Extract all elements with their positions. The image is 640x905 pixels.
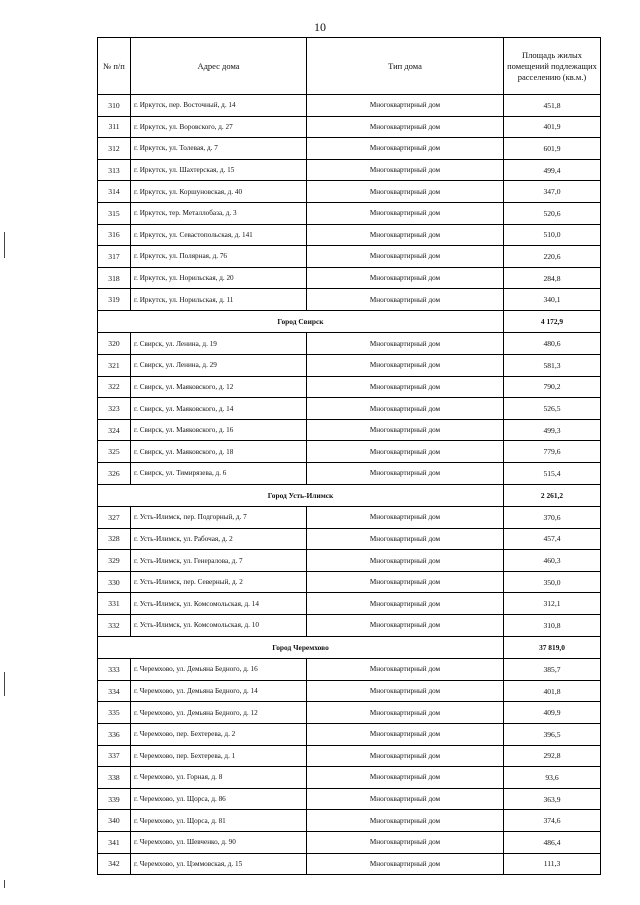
row-type: Многоквартирный дом [307, 680, 504, 702]
row-number: 339 [98, 788, 131, 810]
row-address: г. Иркутск, тер. Металлобаза, д. 3 [131, 202, 307, 224]
margin-mark-top [4, 232, 5, 258]
row-address: г. Черемхово, ул. Демьяна Бедного, д. 12 [131, 702, 307, 724]
row-address: г. Иркутск, ул. Норильская, д. 20 [131, 267, 307, 289]
table-row [98, 810, 601, 832]
table-row [98, 333, 601, 355]
row-type: Многоквартирный дом [307, 463, 504, 485]
row-address: г. Черемхово, ул. Горная, д. 8 [131, 767, 307, 789]
row-number: 311 [98, 116, 131, 138]
header-num: № п/п [98, 38, 131, 95]
row-type: Многоквартирный дом [307, 593, 504, 615]
row-number: 310 [98, 95, 131, 117]
header-area: Площадь жилых помещений подлежащих расселению (кв.м.) [504, 38, 601, 95]
row-type: Многоквартирный дом [307, 853, 504, 875]
group-name: Город Черемхово [98, 636, 504, 659]
row-number: 320 [98, 333, 131, 355]
row-type: Многоквартирный дом [307, 202, 504, 224]
row-address: г. Иркутск, ул. Полярная, д. 76 [131, 246, 307, 268]
row-number: 328 [98, 528, 131, 550]
table-row [98, 615, 601, 637]
row-address: г. Свирск, ул. Маяковского, д. 16 [131, 419, 307, 441]
row-type: Многоквартирный дом [307, 224, 504, 246]
row-area: 499,3 [504, 419, 601, 441]
row-type: Многоквартирный дом [307, 398, 504, 420]
row-type: Многоквартирный дом [307, 702, 504, 724]
header-type: Тип дома [307, 38, 504, 95]
row-area: 401,9 [504, 116, 601, 138]
table-row [98, 528, 601, 550]
row-area: 790,2 [504, 376, 601, 398]
row-type: Многоквартирный дом [307, 767, 504, 789]
row-address: г. Свирск, ул. Тимирязева, д. 6 [131, 463, 307, 485]
row-address: г. Иркутск, пер. Восточный, д. 14 [131, 95, 307, 117]
row-number: 323 [98, 398, 131, 420]
row-type: Многоквартирный дом [307, 267, 504, 289]
group-total: 4 172,9 [504, 310, 601, 333]
table-row [98, 376, 601, 398]
table-row [98, 767, 601, 789]
row-type: Многоквартирный дом [307, 289, 504, 311]
row-type: Многоквартирный дом [307, 528, 504, 550]
row-type: Многоквартирный дом [307, 138, 504, 160]
housing-table [97, 37, 601, 875]
group-row [98, 484, 601, 507]
table-row [98, 355, 601, 377]
row-area: 480,6 [504, 333, 601, 355]
row-type: Многоквартирный дом [307, 810, 504, 832]
row-area: 370,6 [504, 507, 601, 529]
row-area: 510,0 [504, 224, 601, 246]
row-address: г. Свирск, ул. Маяковского, д. 14 [131, 398, 307, 420]
group-name: Город Усть-Илимск [98, 484, 504, 507]
row-address: г. Черемхово, ул. Демьяна Бедного, д. 14 [131, 680, 307, 702]
row-number: 326 [98, 463, 131, 485]
row-type: Многоквартирный дом [307, 745, 504, 767]
row-area: 457,4 [504, 528, 601, 550]
row-type: Многоквартирный дом [307, 615, 504, 637]
row-number: 317 [98, 246, 131, 268]
row-address: г. Черемхово, ул. Демьяна Бедного, д. 16 [131, 659, 307, 681]
row-type: Многоквартирный дом [307, 659, 504, 681]
header-address: Адрес дома [131, 38, 307, 95]
table-row [98, 419, 601, 441]
row-address: г. Свирск, ул. Маяковского, д. 18 [131, 441, 307, 463]
row-number: 336 [98, 723, 131, 745]
table-row [98, 398, 601, 420]
row-area: 451,8 [504, 95, 601, 117]
row-area: 312,1 [504, 593, 601, 615]
row-address: г. Черемхово, пер. Бехтерева, д. 2 [131, 723, 307, 745]
row-number: 322 [98, 376, 131, 398]
row-area: 374,6 [504, 810, 601, 832]
row-number: 315 [98, 202, 131, 224]
row-number: 318 [98, 267, 131, 289]
row-area: 220,6 [504, 246, 601, 268]
group-name: Город Свирск [98, 310, 504, 333]
row-area: 111,3 [504, 853, 601, 875]
table-row [98, 659, 601, 681]
row-area: 292,8 [504, 745, 601, 767]
row-number: 340 [98, 810, 131, 832]
table-row [98, 224, 601, 246]
group-row [98, 636, 601, 659]
row-address: г. Иркутск, ул. Воровского, д. 27 [131, 116, 307, 138]
row-type: Многоквартирный дом [307, 571, 504, 593]
row-area: 409,9 [504, 702, 601, 724]
group-total: 2 261,2 [504, 484, 601, 507]
row-type: Многоквартирный дом [307, 246, 504, 268]
row-type: Многоквартирный дом [307, 376, 504, 398]
row-number: 331 [98, 593, 131, 615]
row-type: Многоквартирный дом [307, 159, 504, 181]
row-area: 401,8 [504, 680, 601, 702]
row-address: г. Иркутск, ул. Коршуновская, д. 40 [131, 181, 307, 203]
table-row [98, 267, 601, 289]
row-number: 329 [98, 550, 131, 572]
table-row [98, 246, 601, 268]
row-type: Многоквартирный дом [307, 181, 504, 203]
row-type: Многоквартирный дом [307, 723, 504, 745]
row-number: 334 [98, 680, 131, 702]
margin-mark-bottom [4, 880, 5, 888]
row-type: Многоквартирный дом [307, 788, 504, 810]
row-address: г. Усть-Илимск, ул. Рабочая, д. 2 [131, 528, 307, 550]
row-number: 312 [98, 138, 131, 160]
row-address: г. Иркутск, ул. Норильская, д. 11 [131, 289, 307, 311]
row-number: 338 [98, 767, 131, 789]
row-type: Многоквартирный дом [307, 441, 504, 463]
row-address: г. Черемхово, ул. Щорса, д. 86 [131, 788, 307, 810]
group-row [98, 310, 601, 333]
table-row [98, 441, 601, 463]
row-area: 284,8 [504, 267, 601, 289]
row-address: г. Свирск, ул. Маяковского, д. 12 [131, 376, 307, 398]
table-header-row [98, 38, 601, 95]
row-area: 486,4 [504, 831, 601, 853]
margin-mark-middle [4, 672, 5, 696]
row-area: 581,3 [504, 355, 601, 377]
row-area: 779,6 [504, 441, 601, 463]
group-total: 37 819,0 [504, 636, 601, 659]
table-row [98, 788, 601, 810]
row-number: 337 [98, 745, 131, 767]
table-row [98, 571, 601, 593]
row-area: 347,0 [504, 181, 601, 203]
row-address: г. Черемхово, пер. Бехтерева, д. 1 [131, 745, 307, 767]
row-address: г. Иркутск, ул. Шахтерская, д. 15 [131, 159, 307, 181]
row-number: 341 [98, 831, 131, 853]
row-area: 520,6 [504, 202, 601, 224]
row-area: 363,9 [504, 788, 601, 810]
row-address: г. Усть-Илимск, ул. Комсомольская, д. 10 [131, 615, 307, 637]
row-area: 396,5 [504, 723, 601, 745]
table-row [98, 95, 601, 117]
table-row [98, 550, 601, 572]
row-address: г. Иркутск, ул. Толевая, д. 7 [131, 138, 307, 160]
row-type: Многоквартирный дом [307, 116, 504, 138]
row-number: 335 [98, 702, 131, 724]
row-area: 93,6 [504, 767, 601, 789]
page-number: 10 [314, 20, 326, 34]
table-row [98, 723, 601, 745]
row-number: 325 [98, 441, 131, 463]
row-area: 350,0 [504, 571, 601, 593]
row-number: 332 [98, 615, 131, 637]
table-row [98, 702, 601, 724]
row-area: 460,3 [504, 550, 601, 572]
row-number: 316 [98, 224, 131, 246]
row-area: 515,4 [504, 463, 601, 485]
table-row [98, 463, 601, 485]
row-number: 321 [98, 355, 131, 377]
table-row [98, 680, 601, 702]
row-address: г. Свирск, ул. Ленина, д. 29 [131, 355, 307, 377]
row-number: 327 [98, 507, 131, 529]
row-address: г. Черемхово, ул. Щорса, д. 81 [131, 810, 307, 832]
row-type: Многоквартирный дом [307, 507, 504, 529]
row-number: 333 [98, 659, 131, 681]
row-type: Многоквартирный дом [307, 419, 504, 441]
table-row [98, 159, 601, 181]
table-row [98, 116, 601, 138]
row-number: 314 [98, 181, 131, 203]
row-area: 385,7 [504, 659, 601, 681]
row-address: г. Иркутск, ул. Севастопольская, д. 141 [131, 224, 307, 246]
row-address: г. Усть-Илимск, ул. Генералова, д. 7 [131, 550, 307, 572]
row-address: г. Черемхово, ул. Шевченко, д. 90 [131, 831, 307, 853]
row-area: 310,8 [504, 615, 601, 637]
row-address: г. Усть-Илимск, ул. Комсомольская, д. 14 [131, 593, 307, 615]
table-row [98, 202, 601, 224]
table-row [98, 138, 601, 160]
row-address: г. Усть-Илимск, пер. Северный, д. 2 [131, 571, 307, 593]
table-row [98, 853, 601, 875]
table-row [98, 831, 601, 853]
table-body [98, 95, 601, 875]
row-number: 313 [98, 159, 131, 181]
row-number: 342 [98, 853, 131, 875]
row-address: г. Черемхово, ул. Цэммовская, д. 15 [131, 853, 307, 875]
row-type: Многоквартирный дом [307, 550, 504, 572]
table-row [98, 289, 601, 311]
row-address: г. Усть-Илимск, пер. Подгорный, д. 7 [131, 507, 307, 529]
row-area: 499,4 [504, 159, 601, 181]
row-area: 340,1 [504, 289, 601, 311]
row-type: Многоквартирный дом [307, 831, 504, 853]
row-address: г. Свирск, ул. Ленина, д. 19 [131, 333, 307, 355]
row-area: 526,5 [504, 398, 601, 420]
table-row [98, 593, 601, 615]
row-type: Многоквартирный дом [307, 333, 504, 355]
table-row [98, 181, 601, 203]
row-type: Многоквартирный дом [307, 355, 504, 377]
table-row [98, 745, 601, 767]
row-number: 324 [98, 419, 131, 441]
row-number: 319 [98, 289, 131, 311]
row-number: 330 [98, 571, 131, 593]
table-row [98, 507, 601, 529]
row-area: 601,9 [504, 138, 601, 160]
row-type: Многоквартирный дом [307, 95, 504, 117]
